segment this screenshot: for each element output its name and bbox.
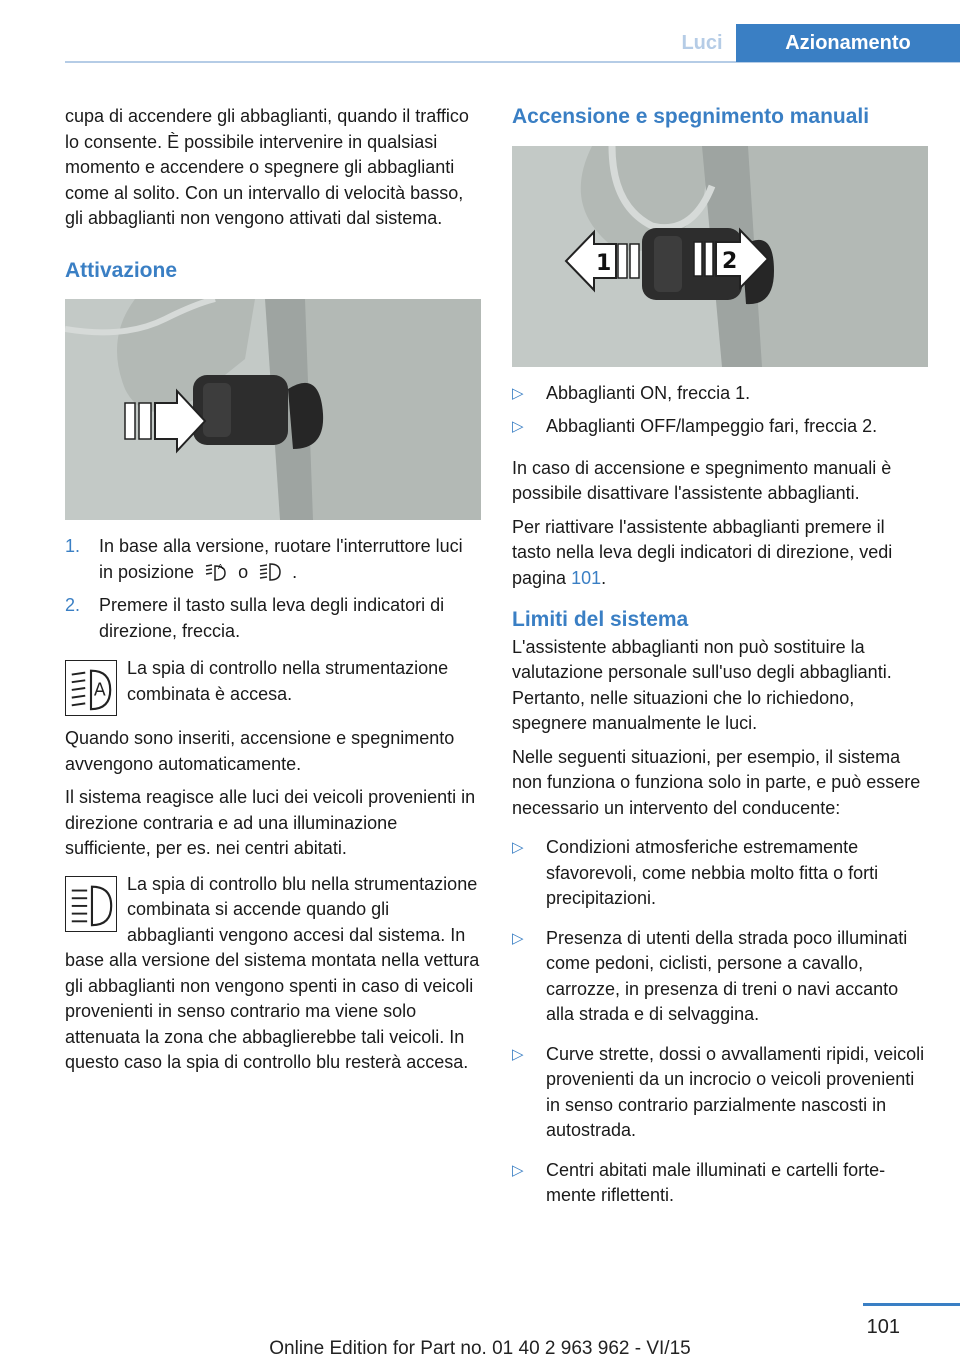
auto-paragraph: Quando sono inseriti, accensione e spegnimento avvengono automaticamente.: [65, 728, 455, 774]
svg-text:1: 1: [596, 250, 612, 276]
triangle-bullet-icon: ▷: [512, 418, 524, 435]
limits-item: ▷ Curve strette, dossi o avvallamenti ripidi, veicoli provenienti da un incrocio o veicoli provenienti in senso contrario parzialmente nascosti in autostrada.: [512, 1043, 925, 1140]
step-number: 1.: [65, 536, 81, 556]
triangle-bullet-icon: ▷: [512, 839, 524, 856]
footer-rule: [863, 1303, 960, 1306]
header-section-label: Luci: [681, 32, 723, 54]
note-blue-indicator: La spia di controllo blu nella strumentazione combinata si accende quando gli abbaglianti vengono accesi dal sistema. In base alla versione del sistema montata nella vettura gli abbaglianti non vengono spenti in caso di veicoli provenienti in senso contrario ma viene solo attenuata la zona che abbaglierebbe tali veicoli. In questo caso la spia di controllo blu resterà accesa.: [65, 873, 480, 1072]
edition-footer: Online Edition for Part no. 01 40 2 963 962 - VI/15: [269, 1338, 691, 1359]
stalk-pull-photo: [512, 146, 928, 367]
header-chapter-tab: Azionamento: [736, 24, 960, 62]
step-2: 2. Premere il tasto sulla leva degli indicatori di direzione, freccia.: [65, 595, 445, 641]
heading-manual: Accensione e spegnimento manuali: [512, 105, 870, 128]
note-indicator-on: A La spia di controllo nella strumentazione combinata è accesa.: [65, 656, 481, 716]
low-beam-icon: [259, 562, 281, 582]
step-1: 1. In base alla versione, ruotare l'interruttore luci in posizione A o .: [65, 536, 463, 582]
reaction-paragraph: Il sistema reagisce alle luci dei veicoli provenienti in direzione contraria e ad una illuminazione sufficiente, per es. nei centri abitati.: [65, 787, 476, 858]
reactivate-paragraph: Per riattivare l'assistente abbaglianti premere il tasto nella leva degli indicatori di direzione, vedi pagina 101.: [512, 516, 893, 588]
manual-paragraph: In caso di accensione e spegnimento manuali è possibile disattivare l'assistente abbaglianti.: [512, 457, 892, 503]
triangle-bullet-icon: ▷: [512, 384, 524, 402]
heading-activation: Attivazione: [65, 258, 178, 282]
manual-item: ▷ Abbaglianti ON, freccia 1.: [512, 381, 928, 407]
triangle-bullet-icon: ▷: [512, 1161, 524, 1179]
step-number: 2.: [65, 595, 81, 615]
limits-item: ▷ Condizioni atmosferiche estremamente sfavorevoli, come nebbia molto fitta o forti precipitazioni.: [512, 837, 879, 908]
svg-text:A: A: [93, 680, 106, 701]
auto-headlight-icon: [205, 562, 227, 582]
triangle-bullet-icon: ▷: [512, 1045, 524, 1063]
svg-text:2: 2: [722, 248, 738, 274]
limits-item: ▷ Presenza di utenti della strada poco illuminati come pedoni, ciclisti, persone a cavallo, carrozze, in presenza di treni o navi accanto alla strada e di selvaggina.: [512, 927, 908, 1024]
heading-limits: Limiti del sistema: [512, 608, 689, 631]
limits-paragraph: L'assistente abbaglianti non può sostituire la valutazione personale sull'uso degli abbaglianti. Pertanto, nelle situazioni che lo richiedono, spegnere manualmente le luci.: [512, 636, 892, 733]
high-beam-indicator-icon: [65, 876, 117, 932]
page-number: 101: [866, 1316, 900, 1338]
left-column: [65, 104, 481, 1076]
page-link[interactable]: 101: [571, 567, 602, 588]
triangle-bullet-icon: ▷: [512, 929, 524, 947]
intro-paragraph: cupa di accendere gli abbaglianti, quando il traffico lo consente. È possibile intervenire in qualsiasi momento e accendere o spegnere gli abbaglianti come al solito. Con un intervallo di velocità basso, gli abbaglianti non vengono attivati dal sistema.: [65, 106, 469, 228]
stalk-push-photo: [65, 299, 481, 520]
svg-text:A: A: [218, 562, 223, 571]
manual-item: ▷ Abbaglianti OFF/lampeggio fari, freccia 2.: [512, 414, 928, 440]
situations-paragraph: Nelle seguenti situazioni, per esempio, il sistema non funziona o funziona solo in parte, e può essere necessario un intervento del conducente:: [512, 746, 921, 818]
right-column: [512, 104, 928, 1217]
limits-item: ▷ Centri abitati male illuminati e cartelli fortemente riflettenti.: [512, 1159, 886, 1205]
high-beam-assist-indicator-icon: [65, 660, 117, 716]
